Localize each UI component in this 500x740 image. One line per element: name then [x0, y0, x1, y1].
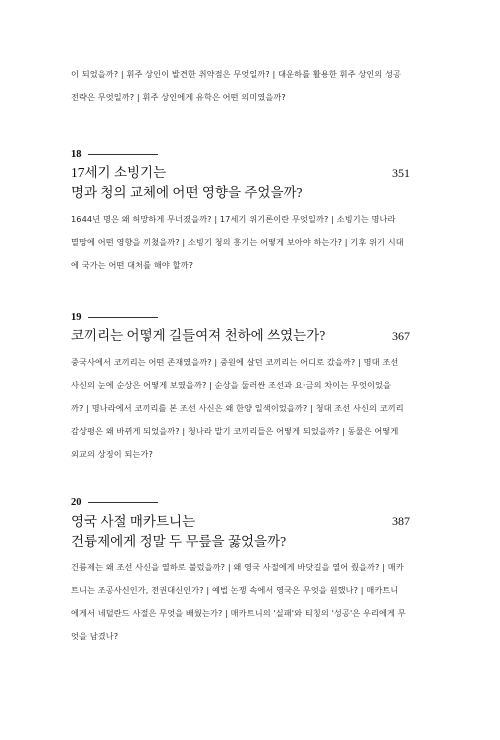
page-number: 351: [392, 166, 410, 180]
desc-line: 에게서 네덜란드 사절은 무엇을 배웠는가? | 매카트니의 '실패'와 티칭의 '성공'은 우리에게 무: [71, 608, 406, 618]
chapter-number: [71, 312, 158, 323]
title-line: 코끼리는 어떻게 길들여져 천하에 쓰였는가?: [71, 328, 326, 343]
chapter-number-text: 19: [71, 312, 82, 323]
chapter-number-text: 18: [71, 149, 82, 160]
desc-line: 감상평은 왜 바뀌게 되었을까? | 청나라 말기 코끼리들은 어떻게 되었을까? | 동물은 어떻게: [71, 426, 399, 436]
divider: [88, 502, 158, 503]
desc-line: 에 국가는 어떤 대처를 해야 할까?: [71, 260, 194, 270]
chapter-description: [71, 556, 436, 648]
title-line: 17세기 소빙기는: [71, 165, 167, 180]
chapter-number-text: 20: [71, 497, 82, 508]
desc-line: 멸망에 어떤 영향을 끼쳤을까? | 소빙기 청의 흥기는 어떻게 보아야 하는가? | 기후 위기 시대: [71, 237, 404, 247]
title-line: 영국 사절 매카트니는: [71, 514, 196, 529]
desc-line: 전략은 무엇일까? | 휘주 상인에게 유학은 어떤 의미였을까?: [71, 92, 286, 102]
chapter-title[interactable]: [71, 512, 411, 552]
page-number: 387: [392, 514, 410, 528]
divider: [88, 317, 158, 318]
desc-line: 사신의 눈에 순상은 어떻게 보였을까? | 순상을 둘러싼 조선과 요·금의 차이는 무엇이었을: [71, 380, 392, 390]
title-line: 명과 청의 교체에 어떤 영향을 주었을까?: [71, 185, 303, 200]
title-line: 건륭제에게 정말 두 무릎을 꿇었을까?: [71, 534, 287, 549]
desc-line: 트니는 조공사신인가, 전권대신인가? | 예법 논쟁 속에서 영국은 무엇을 원했나? | 매카트니: [71, 585, 399, 595]
desc-line: 건륭제는 왜 조선 사신을 열하로 불렀을까? | 왜 영국 사절에게 바닷길을 열어 줬을까? | 매카: [71, 562, 404, 572]
chapter-description: [71, 208, 436, 277]
chapter-number: [71, 149, 158, 160]
desc-line: 이 되었을까? | 휘주 상인이 발견한 취약점은 무엇일까? | 대운하를 활용한 휘주 상인의 성공: [71, 69, 402, 79]
page-number: 367: [392, 329, 410, 343]
desc-line: 엇을 남겼나?: [71, 631, 119, 641]
desc-line: 중국사에서 코끼리는 어떤 존재였을까? | 중원에 살던 코끼리는 어디로 갔을까? | 명대 조선: [71, 357, 399, 367]
chapter-title[interactable]: [71, 163, 411, 203]
desc-line: 1644년 명은 왜 허망하게 무너졌을까? | 17세기 위기론이란 무엇일까? | 소빙기는 명나라: [71, 214, 396, 224]
desc-line: 외교의 상징이 되는가?: [71, 449, 153, 459]
chapter-title[interactable]: [71, 326, 411, 346]
chapter-number: [71, 497, 158, 508]
intro-description: [71, 63, 436, 109]
desc-line: 까? | 명나라에서 코끼리를 본 조선 사신은 왜 한양 일색이었을까? | 청대 조선 사신의 코끼리: [71, 403, 404, 413]
chapter-description: [71, 351, 436, 466]
divider: [88, 154, 158, 155]
